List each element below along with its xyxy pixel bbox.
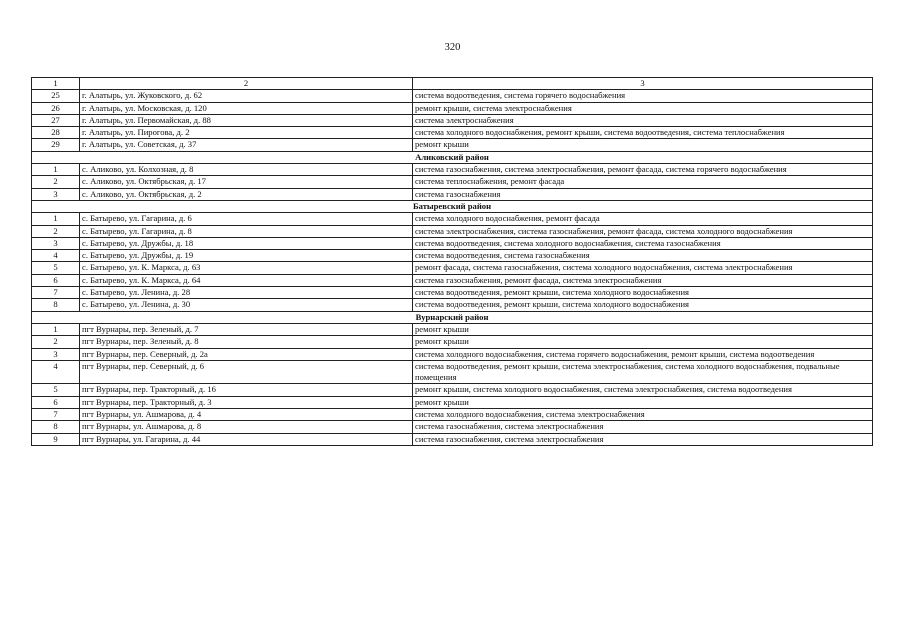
row-number: 9 <box>32 433 80 445</box>
row-number: 3 <box>32 237 80 249</box>
row-address: с. Батырево, ул. К. Маркса, д. 63 <box>80 262 413 274</box>
table-row <box>32 164 873 176</box>
row-works: система электроснабжения, система газоснабжения, ремонт фасада, система холодного водоснабжения <box>413 225 873 237</box>
column-header-works: 3 <box>413 78 873 90</box>
row-number: 1 <box>32 164 80 176</box>
row-number: 1 <box>32 323 80 335</box>
district-header-row <box>32 151 873 163</box>
district-title: Батыревский район <box>32 200 873 212</box>
row-address: пгт Вурнары, пер. Зеленый, д. 8 <box>80 336 413 348</box>
row-works: ремонт крыши <box>413 336 873 348</box>
table-row <box>32 188 873 200</box>
table-body <box>32 78 873 446</box>
row-number: 4 <box>32 250 80 262</box>
row-number: 25 <box>32 90 80 102</box>
table-row <box>32 127 873 139</box>
table-row <box>32 114 873 126</box>
table-row <box>32 176 873 188</box>
table-row <box>32 348 873 360</box>
district-header-row <box>32 311 873 323</box>
row-address: с. Батырево, ул. К. Маркса, д. 64 <box>80 274 413 286</box>
row-address: с. Аликово, ул. Октябрьская, д. 2 <box>80 188 413 200</box>
row-address: с. Батырево, ул. Дружбы, д. 18 <box>80 237 413 249</box>
table-row <box>32 90 873 102</box>
buildings-table <box>31 77 873 446</box>
row-address: пгт Вурнары, пер. Тракторный, д. 16 <box>80 384 413 396</box>
row-works: система газоснабжения, ремонт фасада, система электроснабжения <box>413 274 873 286</box>
row-works: система холодного водоснабжения, система электроснабжения <box>413 409 873 421</box>
row-number: 7 <box>32 409 80 421</box>
row-number: 1 <box>32 213 80 225</box>
row-number: 6 <box>32 396 80 408</box>
district-title: Вурнарский район <box>32 311 873 323</box>
row-number: 28 <box>32 127 80 139</box>
district-title: Аликовский район <box>32 151 873 163</box>
row-works: ремонт крыши <box>413 396 873 408</box>
row-works: ремонт крыши, система холодного водоснабжения, система электроснабжения, система водоотведения <box>413 384 873 396</box>
row-address: г. Алатырь, ул. Пирогова, д. 2 <box>80 127 413 139</box>
table-row <box>32 262 873 274</box>
table-row <box>32 274 873 286</box>
row-number: 5 <box>32 262 80 274</box>
row-address: г. Алатырь, ул. Советская, д. 37 <box>80 139 413 151</box>
row-number: 2 <box>32 176 80 188</box>
row-address: г. Алатырь, ул. Московская, д. 120 <box>80 102 413 114</box>
table-row <box>32 250 873 262</box>
row-address: пгт Вурнары, ул. Гагарина, д. 44 <box>80 433 413 445</box>
row-address: с. Батырево, ул. Гагарина, д. 8 <box>80 225 413 237</box>
row-address: пгт Вурнары, ул. Ашмарова, д. 8 <box>80 421 413 433</box>
row-address: с. Батырево, ул. Дружбы, д. 19 <box>80 250 413 262</box>
row-works: ремонт крыши <box>413 139 873 151</box>
table-row <box>32 213 873 225</box>
row-number: 8 <box>32 421 80 433</box>
page-number: 320 <box>444 42 461 53</box>
row-address: с. Батырево, ул. Гагарина, д. 6 <box>80 213 413 225</box>
table-row <box>32 336 873 348</box>
row-works: ремонт фасада, система газоснабжения, система холодного водоснабжения, система электроснабжения <box>413 262 873 274</box>
row-works: система водоотведения, система холодного водоснабжения, система газоснабжения <box>413 237 873 249</box>
row-works: система водоотведения, система газоснабжения <box>413 250 873 262</box>
row-number: 2 <box>32 225 80 237</box>
row-works: система холодного водоснабжения, ремонт крыши, система водоотведения, система теплоснабжения <box>413 127 873 139</box>
row-works: система электроснабжения <box>413 114 873 126</box>
column-header-row <box>32 78 873 90</box>
row-number: 5 <box>32 384 80 396</box>
table-row <box>32 102 873 114</box>
row-address: с. Аликово, ул. Колхозная, д. 8 <box>80 164 413 176</box>
row-number: 26 <box>32 102 80 114</box>
district-header-row <box>32 200 873 212</box>
row-address: с. Батырево, ул. Ленина, д. 28 <box>80 287 413 299</box>
table-row <box>32 421 873 433</box>
column-header-number: 1 <box>32 78 80 90</box>
row-address: пгт Вурнары, ул. Ашмарова, д. 4 <box>80 409 413 421</box>
row-number: 8 <box>32 299 80 311</box>
column-header-address: 2 <box>80 78 413 90</box>
row-works: система водоотведения, система горячего водоснабжения <box>413 90 873 102</box>
row-number: 27 <box>32 114 80 126</box>
row-number: 6 <box>32 274 80 286</box>
row-works: система газоснабжения, система электроснабжения <box>413 433 873 445</box>
row-works: система водоотведения, ремонт крыши, система холодного водоснабжения <box>413 287 873 299</box>
table-row <box>32 323 873 335</box>
table-row <box>32 433 873 445</box>
table-row <box>32 225 873 237</box>
row-works: система газоснабжения, система электроснабжения <box>413 421 873 433</box>
row-works: система газоснабжения <box>413 188 873 200</box>
row-number: 3 <box>32 188 80 200</box>
row-address: пгт Вурнары, пер. Тракторный, д. 3 <box>80 396 413 408</box>
table-row <box>32 299 873 311</box>
table-row <box>32 139 873 151</box>
row-works: система холодного водоснабжения, ремонт фасада <box>413 213 873 225</box>
row-address: с. Аликово, ул. Октябрьская, д. 17 <box>80 176 413 188</box>
row-address: с. Батырево, ул. Ленина, д. 30 <box>80 299 413 311</box>
row-number: 29 <box>32 139 80 151</box>
row-address: пгт Вурнары, пер. Зеленый, д. 7 <box>80 323 413 335</box>
table-row <box>32 396 873 408</box>
row-address: г. Алатырь, ул. Первомайская, д. 88 <box>80 114 413 126</box>
row-works: система холодного водоснабжения, система горячего водоснабжения, ремонт крыши, система водоотведения <box>413 348 873 360</box>
row-works: ремонт крыши <box>413 323 873 335</box>
table-row <box>32 360 873 384</box>
row-number: 2 <box>32 336 80 348</box>
table-row <box>32 287 873 299</box>
row-address: пгт Вурнары, пер. Северный, д. 2а <box>80 348 413 360</box>
row-works: система газоснабжения, система электроснабжения, ремонт фасада, система горячего водоснабжения <box>413 164 873 176</box>
row-address: г. Алатырь, ул. Жуковского, д. 62 <box>80 90 413 102</box>
row-works: система водоотведения, ремонт крыши, система холодного водоснабжения <box>413 299 873 311</box>
row-number: 7 <box>32 287 80 299</box>
table-row <box>32 409 873 421</box>
row-number: 4 <box>32 360 80 384</box>
row-works: система теплоснабжения, ремонт фасада <box>413 176 873 188</box>
row-works: ремонт крыши, система электроснабжения <box>413 102 873 114</box>
table-row <box>32 384 873 396</box>
row-works: система водоотведения, ремонт крыши, система электроснабжения, система холодного водоснабжения, подвальные помещения <box>413 360 873 384</box>
row-address: пгт Вурнары, пер. Северный, д. 6 <box>80 360 413 384</box>
row-number: 3 <box>32 348 80 360</box>
table-row <box>32 237 873 249</box>
